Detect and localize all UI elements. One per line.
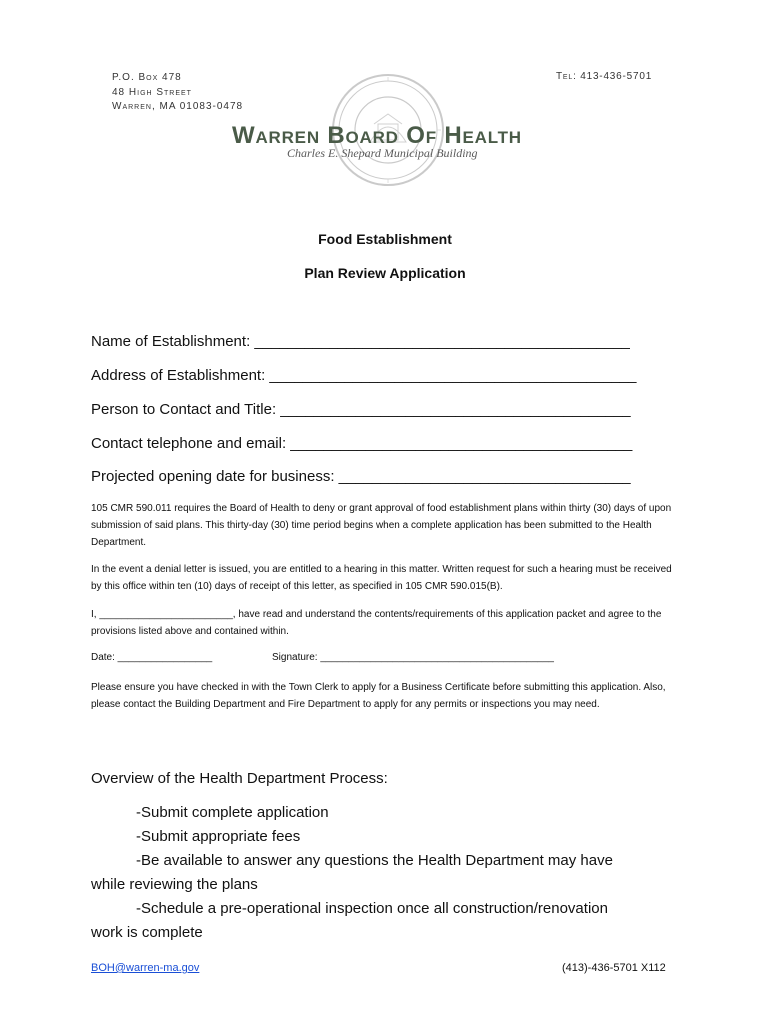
opening-date-field[interactable]: Projected opening date for business: ___________________________________ xyxy=(91,468,631,485)
address-line-1: P.O. Box 478 xyxy=(112,72,182,83)
overview-heading: Overview of the Health Department Process: xyxy=(91,770,388,787)
email-link[interactable]: BOH@warren-ma.gov xyxy=(91,962,200,974)
step-answer-questions: -Be available to answer any questions the Health Department may have xyxy=(136,852,613,869)
contact-person-field[interactable]: Person to Contact and Title: __________________________________________ xyxy=(91,401,631,418)
step-schedule-inspection: -Schedule a pre-operational inspection once all construction/renovation xyxy=(136,900,608,917)
signature-field[interactable]: Signature: __________________________________________ xyxy=(272,652,554,663)
notice-paragraph: Please ensure you have checked in with the Town Clerk to apply for a Business Certificate before submitting this application. Also, please contact the Building Department and Fire Department to apply for any permits or inspections you may need. xyxy=(91,682,666,710)
document-subtitle: Plan Review Application xyxy=(304,265,466,281)
telephone: Tel: 413-436-5701 xyxy=(556,71,653,82)
organization-subtitle: Charles E. Shepard Municipal Building xyxy=(287,146,478,160)
document-title: Food Establishment xyxy=(318,231,452,247)
establishment-name-field[interactable]: Name of Establishment: _____________________________________________ xyxy=(91,333,630,350)
address-line-3: Warren, MA 01083-0478 xyxy=(112,101,244,112)
step-submit-application: -Submit complete application xyxy=(136,804,329,821)
mailing-address xyxy=(112,71,243,115)
organization-name: Warren Board Of Health xyxy=(232,122,522,149)
acknowledgement-paragraph[interactable]: I, ________________________, have read and understand the contents/requirements of this application packet and agree to the provisions listed above and contained within. xyxy=(91,609,662,637)
phone-number: (413)-436-5701 X112 xyxy=(562,962,666,974)
address-line-2: 48 High Street xyxy=(112,86,192,98)
step-answer-questions-cont: while reviewing the plans xyxy=(91,876,258,893)
step-schedule-inspection-cont: work is complete xyxy=(91,924,203,941)
date-field[interactable]: Date: _________________ xyxy=(91,652,213,663)
denial-paragraph: In the event a denial letter is issued, you are entitled to a hearing in this matter. Written request for such a hearing must be received by this office within ten (10) days of receipt of this letter, as specified in 105 CMR 590.015(B). xyxy=(91,564,672,592)
step-submit-fees: -Submit appropriate fees xyxy=(136,828,301,845)
establishment-address-field[interactable]: Address of Establishment: ____________________________________________ xyxy=(91,367,637,384)
regulation-paragraph: 105 CMR 590.011 requires the Board of Health to deny or grant approval of food establishment plans within thirty (30) days of upon submission of said plans. This thirty-day (30) time period begins when a complete application has been submitted to the Health Department. xyxy=(91,503,672,548)
contact-info-field[interactable]: Contact telephone and email: _________________________________________ xyxy=(91,435,633,452)
